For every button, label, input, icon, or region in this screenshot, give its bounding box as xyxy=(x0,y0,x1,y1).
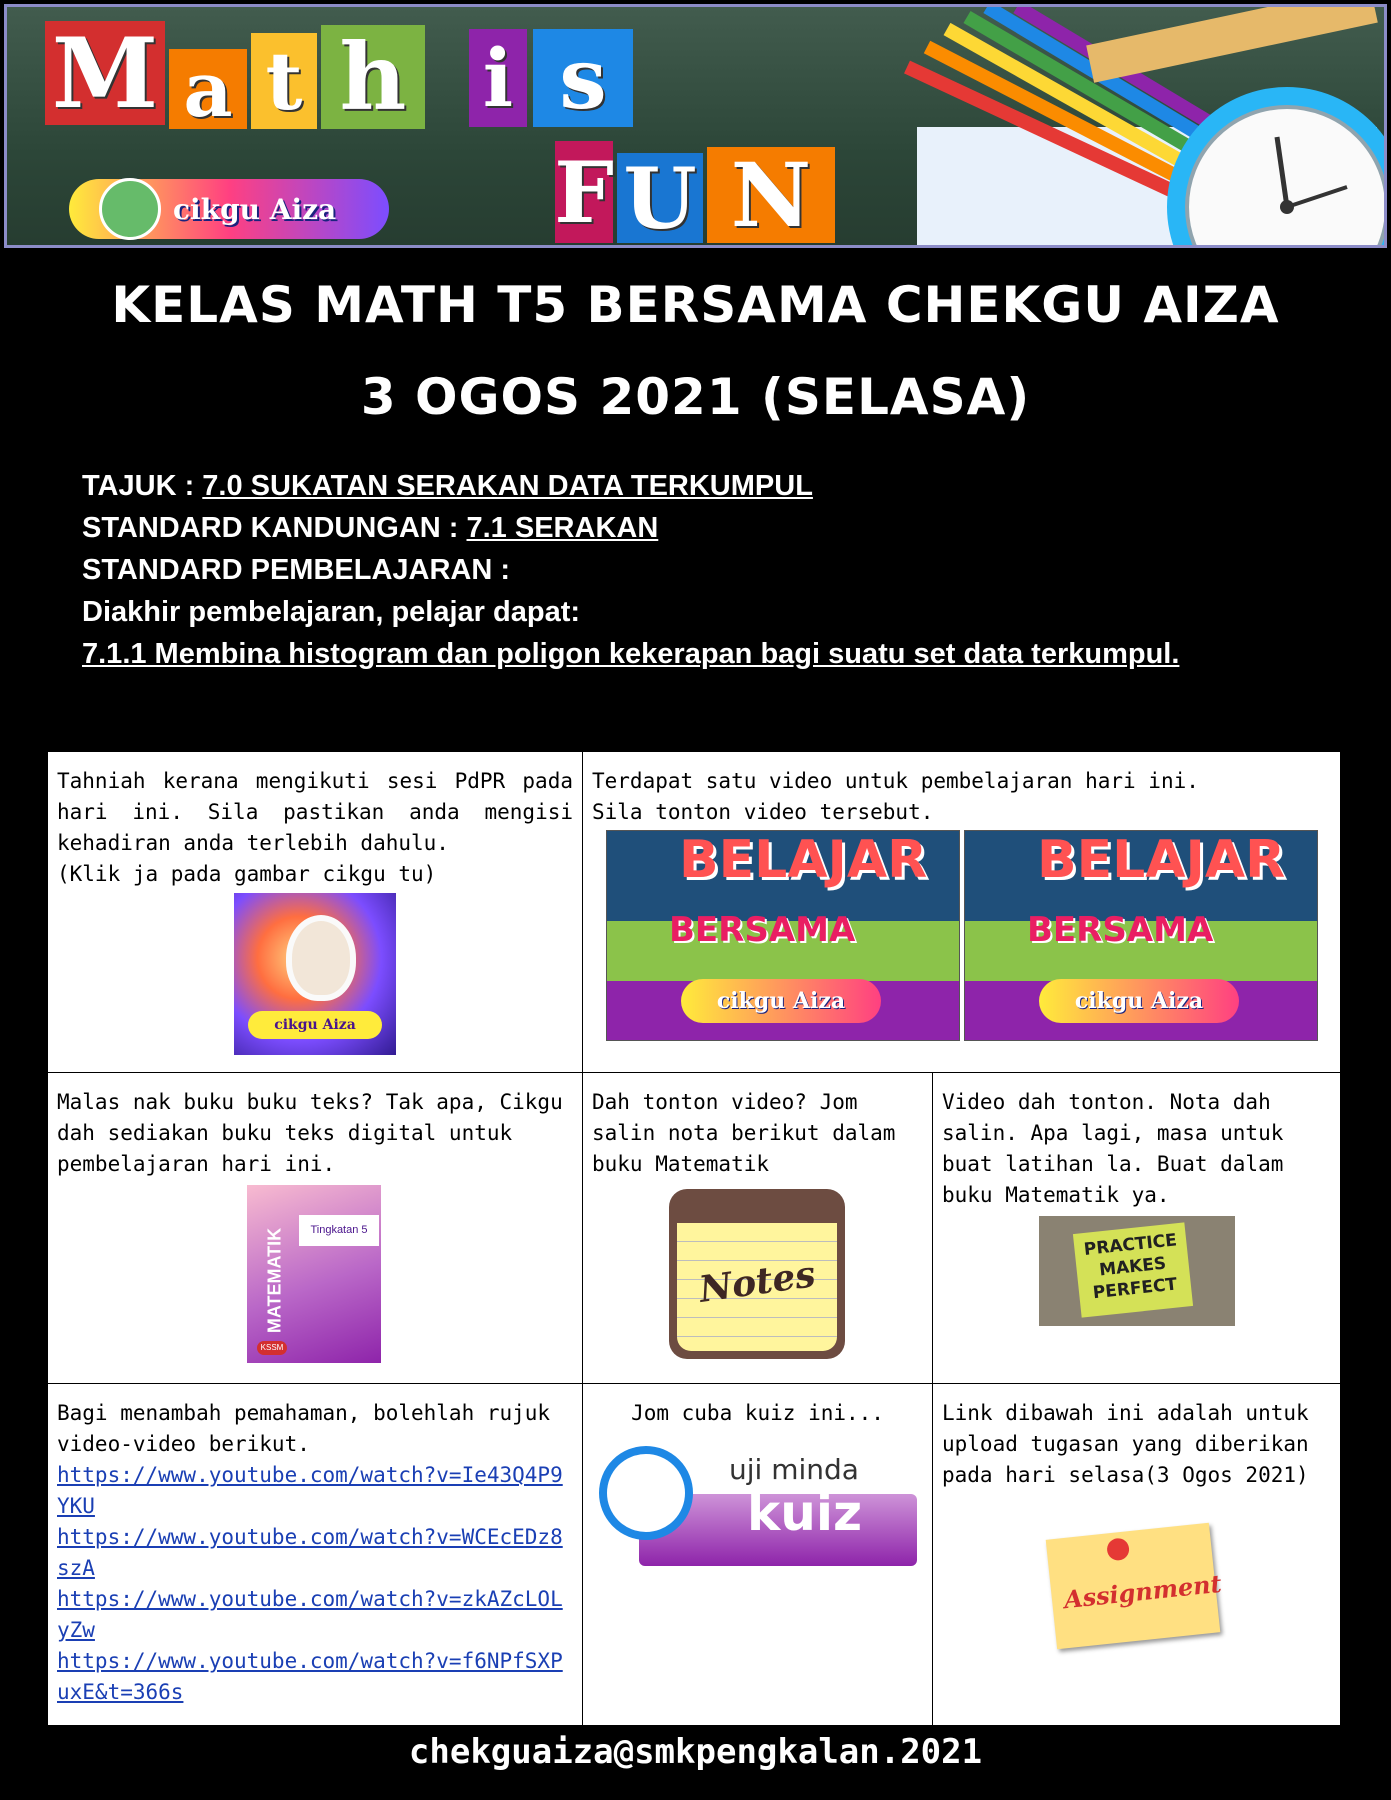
belajar-word: BELAJAR xyxy=(679,830,928,890)
practice-cell xyxy=(932,1072,1341,1384)
notes-label: Notes xyxy=(696,1253,819,1311)
links-cell xyxy=(47,1383,583,1726)
video-text-line1: Terdapat satu video untuk pembelajaran hari ini. xyxy=(592,769,1199,793)
quiz-banner[interactable] xyxy=(599,1440,917,1566)
banner-letter: U xyxy=(617,153,703,243)
content-standard-line xyxy=(82,507,1179,549)
banner-letter: M xyxy=(45,21,165,125)
activity-grid xyxy=(47,751,1341,1726)
textbook-badge: KSSM xyxy=(257,1341,287,1355)
objective-intro: Diakhir pembelajaran, pelajar dapat: xyxy=(82,596,581,628)
youtube-link[interactable]: https://www.youtube.com/watch?v=f6NPfSXPuxE&t=366s xyxy=(57,1649,563,1704)
video-thumbnail[interactable] xyxy=(964,830,1318,1041)
practice-text: Video dah tonton. Nota dah salin. Apa lagi, masa untuk buat latihan la. Buat dalam buku Matematik ya. xyxy=(942,1090,1284,1207)
thumbnail-sticker: cikgu Aiza xyxy=(681,979,881,1023)
belajar-word: BELAJAR xyxy=(1037,830,1286,890)
thumbnail-sticker: cikgu Aiza xyxy=(1039,979,1239,1023)
content-standard-label: STANDARD KANDUNGAN : xyxy=(82,512,467,544)
quiz-text: Jom cuba kuiz ini... xyxy=(631,1401,884,1425)
video-text-line2: Sila tonton video tersebut. xyxy=(592,800,934,824)
page-title: KELAS MATH T5 BERSAMA CHEKGU AIZA xyxy=(111,276,1280,334)
lesson-info xyxy=(82,465,1179,675)
bersama-word: BERSAMA xyxy=(1027,910,1214,950)
learning-standard-label: STANDARD PEMBELAJARAN : xyxy=(82,554,511,586)
banner-letter: h xyxy=(321,25,425,129)
textbook-cover[interactable] xyxy=(247,1185,381,1363)
notes-cell xyxy=(582,1072,933,1384)
banner-letter: i xyxy=(469,29,527,127)
topic-label: TAJUK : xyxy=(82,470,203,502)
banner-letter: s xyxy=(533,29,633,127)
banner-letter: a xyxy=(169,49,247,129)
cikgu-aiza-logo xyxy=(69,179,389,239)
content-standard-value: 7.1 SERAKAN xyxy=(466,512,659,544)
links-text: Bagi menambah pemahaman, bolehlah rujuk video-video berikut. xyxy=(57,1401,551,1456)
notes-pad[interactable] xyxy=(669,1189,845,1359)
youtube-link[interactable]: https://www.youtube.com/watch?v=zkAZcLOLyZw xyxy=(57,1587,563,1642)
assignment-note[interactable] xyxy=(1046,1523,1221,1650)
attendance-text: Tahniah kerana mengikuti sesi PdPR pada hari ini. Sila pastikan anda mengisi kehadiran anda terlebih dahulu. xyxy=(57,769,573,855)
textbook-level: Tingkatan 5 xyxy=(299,1215,379,1246)
objective-text: 7.1.1 Membina histogram dan poligon kekerapan bagi suatu set data terkumpul. xyxy=(82,638,1180,670)
textbook-cell xyxy=(47,1072,583,1384)
teacher-face-icon xyxy=(286,915,356,1001)
banner-letter: N xyxy=(707,147,835,243)
ruler-icon xyxy=(1086,7,1378,83)
avatar-icon xyxy=(99,178,161,240)
video-thumbnail[interactable] xyxy=(606,830,960,1041)
pin-icon xyxy=(1106,1537,1130,1561)
youtube-link[interactable]: https://www.youtube.com/watch?v=Ie43Q4P9YKU xyxy=(57,1463,563,1518)
teacher-sticker: cikgu Aiza xyxy=(248,1011,382,1039)
header-banner xyxy=(4,4,1387,248)
assignment-label: Assignment xyxy=(1062,1568,1223,1615)
notes-text: Dah tonton video? Jom salin nota berikut dalam buku Matematik xyxy=(592,1090,896,1176)
attendance-hint: (Klik ja pada gambar cikgu tu) xyxy=(57,862,437,886)
assignment-cell xyxy=(932,1383,1341,1726)
footer-signature: chekguaiza@smkpengkalan.2021 xyxy=(408,1732,983,1772)
quiz-main-label: kuiz xyxy=(747,1484,863,1542)
banner-letter: t xyxy=(251,33,317,129)
topic-line xyxy=(82,465,1179,507)
teacher-photo[interactable] xyxy=(234,893,396,1055)
stopwatch-icon xyxy=(599,1446,693,1540)
school-supplies-illustration xyxy=(887,7,1387,248)
video-cell xyxy=(582,751,1341,1073)
attendance-cell xyxy=(47,751,583,1073)
quiz-cell xyxy=(582,1383,933,1726)
bersama-word: BERSAMA xyxy=(669,910,856,950)
cikgu-aiza-label: cikgu Aiza xyxy=(173,192,337,226)
youtube-link[interactable]: https://www.youtube.com/watch?v=WCEcEDz8szA xyxy=(57,1525,563,1580)
assignment-text: Link dibawah ini adalah untuk upload tugasan yang diberikan pada hari selasa(3 Ogos 2021) xyxy=(942,1401,1309,1487)
textbook-text: Malas nak buku buku teks? Tak apa, Cikgu dah sediakan buku teks digital untuk pembelajaran hari ini. xyxy=(57,1090,563,1176)
page-date: 3 OGOS 2021 (SELASA) xyxy=(360,368,1031,426)
practice-image[interactable] xyxy=(1039,1216,1235,1326)
banner-letter: F xyxy=(554,142,614,242)
quiz-top-label: uji minda xyxy=(729,1453,859,1486)
practice-note: PRACTICE MAKES PERFECT xyxy=(1073,1222,1193,1317)
textbook-title: MATEMATIK xyxy=(264,1227,285,1334)
topic-value: 7.0 SUKATAN SERAKAN DATA TERKUMPUL xyxy=(202,470,813,502)
